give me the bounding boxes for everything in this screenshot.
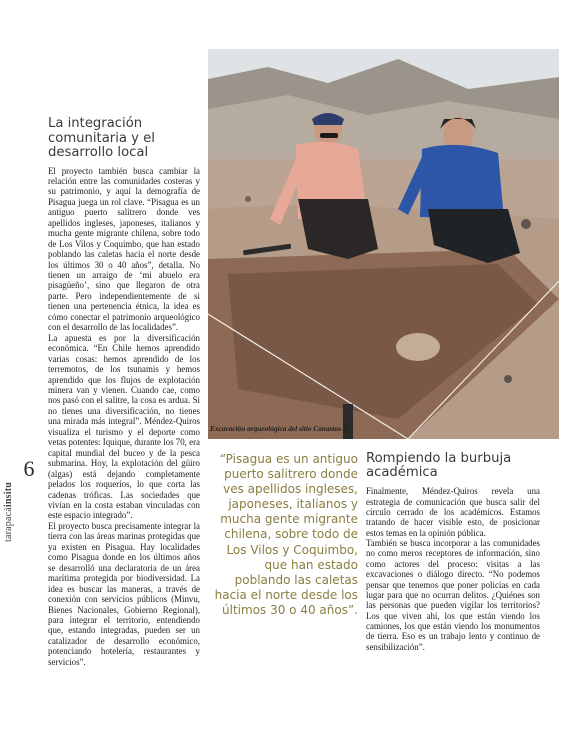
left-article-column <box>48 117 200 667</box>
left-body-text <box>48 166 200 668</box>
paragraph: También se busca incorporar a las comunidades no como meros receptores de información, sino como actores del proceso: visitas a las excavaciones o diálogo directo. “No podemos pensar que tenemos que poner policías en cada lugar para que no ocurran delitos. ¿Quiénes son las personas que pueden vigilar los territorios? Los que viven ahí, los que están viendo los camiones, los que están viendo los monumentos de tierra. Eso es un trabajo lento y continuo de sensibilización”. <box>366 538 540 652</box>
paragraph: El proyecto busca precisamente integrar la tierra con las áreas marinas protegidas que ya existen en Pisagua. Hay localidades como Pisagua donde en los últimos años se desarrolló una declaratoria de un área marítima protegida por biodiversidad. La idea es buscar las maneras, a través de conexión con servicios públicos (Minvu, Bienes Nacionales, Gobierno Regional), para integrar el territorio, entendiendo que, estando integradas, pueden ser un catalizador de desarrollo económico, potenciando hotelería, restaurantes y servicios”. <box>48 520 200 667</box>
excavation-photo <box>208 49 559 439</box>
paragraph: Finalmente, Méndez-Quiros revela una estrategia de comunicación que busca salir del círculo cerrado de los académicos. Estamos tratando de hacer visible esto, de posicionar estos temas en la opinión pública. <box>366 486 540 538</box>
photo-caption: Excavación arqueológica del sitio Canastos-1. <box>210 424 349 433</box>
page-number: 6 <box>23 456 35 481</box>
magazine-name-suffix: insitu <box>3 482 14 508</box>
magazine-name <box>3 482 14 542</box>
paragraph: El proyecto también busca cambiar la relación entre las comunidades costeras y su patrimonio, y aquí la demografía de Pisagua juega un rol clave. “Pisagua es un antiguo puerto salitrero donde ves apellidos ingleses, japoneses, italianos y mucha gente migrante chilena, sobre todo de Los Vilos y Coquimbo, que han estado poblando las caletas hacia el norte desde los últimos 30 o 40 años”, detalla. No tienen un arraigo de ‘mi abuelo era pisagüeño’, sino que llegaron de otra parte. Pero independientemente de si tienen una pertenencia étnica, la idea es cómo conectar el patrimonio arqueológico con el desarrollo de las localidades”. <box>48 165 200 333</box>
right-body-text <box>366 486 540 652</box>
pull-quote: “Pisagua es un antiguo puerto salitrero donde ves apellidos ingleses, japoneses, italianos y mucha gente migrante chilena, sobre todo de Los Vilos y Coquimbo, que han estado poblando las caletas hacia el norte desde los últimos 30 o 40 años”. <box>214 452 358 617</box>
magazine-name-prefix: tarapacá <box>3 507 14 543</box>
section-heading-community: La integración comunitaria y el desarrollo local <box>48 116 155 160</box>
paragraph: La apuesta es por la diversificación económica. “En Chile hemos aprendido varias cosas: hemos aprendido de los terremotos, de los tsunamis y hemos aprendido que los flujos de explotación minera van y vienen. Cuando cae, como nos pasó con el salitre, la cosa es ardua. Si no tienes una diversificación, no tienes una mirada más integral”. Méndez-Quiros visualiza el turismo y el deporte como vetas potentes: Iquique, durante los 70, era capital mundial del buceo y de la pesca submarina. Hoy, la explotación del güiro (algas) está dejando completamente pelados los roqueríos, lo que corta las cadenas tróficas. Las sociedades que vivían en la costa estaban vinculadas con este espacio integrado”. <box>48 332 200 521</box>
right-article-column <box>366 452 540 652</box>
section-heading-academic: Rompiendo la burbuja académica <box>366 451 512 481</box>
